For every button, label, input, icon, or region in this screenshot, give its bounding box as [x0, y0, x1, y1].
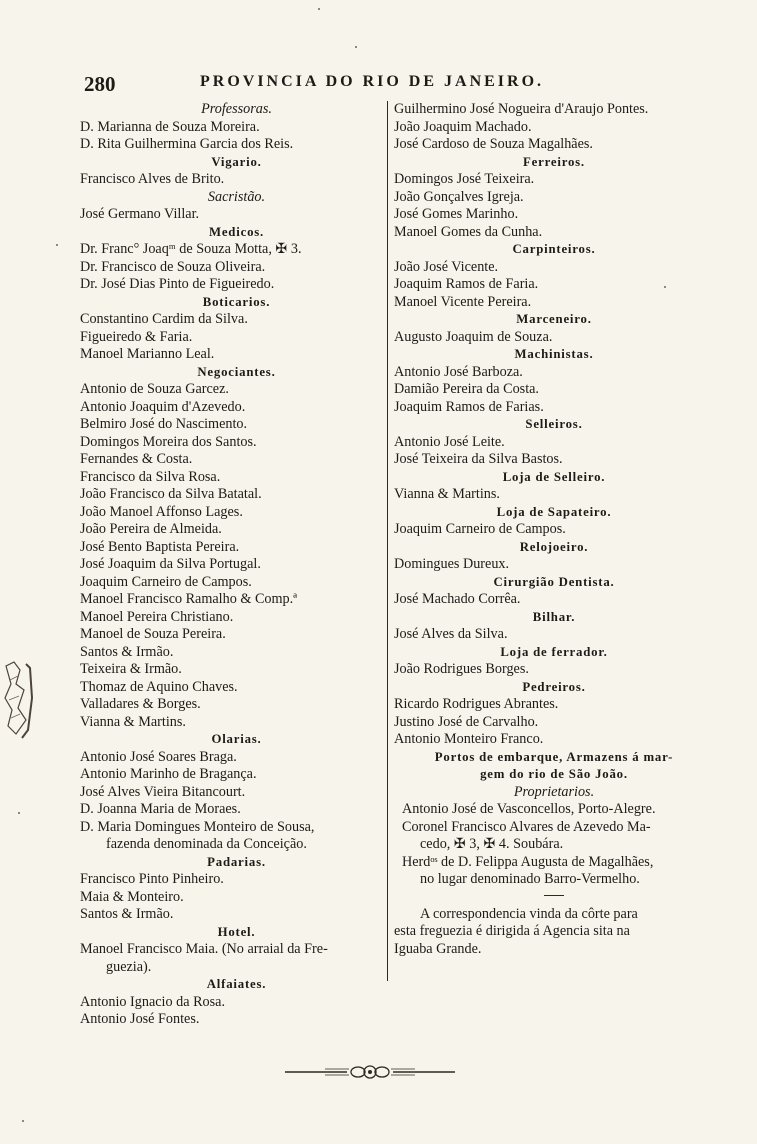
section-heading: Cirurgião Dentista.: [493, 574, 615, 589]
directory-entry: Manoel Marianno Leal.: [80, 346, 215, 362]
section-heading: Portos de embarque, Armazens á mar-: [434, 749, 674, 764]
directory-entry: Domingues Dureux.: [394, 556, 510, 572]
directory-entry: Maia & Monteiro.: [80, 888, 184, 905]
directory-entry: Dr. Franc° Joaqᵐ de Souza Motta, ✠ 3.: [80, 241, 302, 257]
entry-continuation: no lugar denominado Barro-Vermelho.: [420, 871, 640, 887]
directory-entry: Ricardo Rodrigues Abrantes.: [394, 696, 559, 712]
entry-continuation: A correspondencia vinda da côrte para: [420, 905, 638, 922]
entry-continuation: fazenda denominada da Conceição.: [106, 836, 307, 852]
directory-entry: Justino José de Carvalho.: [394, 713, 539, 730]
directory-entry: Damião Pereira da Costa.: [394, 381, 539, 397]
page-number: 280: [84, 72, 116, 96]
directory-entry: D. Joanna Maria de Moraes.: [80, 801, 241, 817]
directory-entry: Manoel Francisco Ramalho & Comp.ª: [80, 591, 298, 607]
print-speck: [22, 1120, 24, 1122]
entry-continuation: cedo, ✠ 3, ✠ 4. Soubára.: [420, 836, 564, 852]
directory-entry: Joaquim Ramos de Faria.: [394, 276, 539, 292]
section-heading: Vigario.: [211, 154, 262, 169]
directory-entry: Vianna & Martins.: [394, 486, 500, 502]
section-heading: Boticarios.: [202, 294, 271, 309]
directory-entry: José Teixeira da Silva Bastos.: [394, 451, 563, 467]
directory-entry: Antonio José Fontes.: [80, 1011, 200, 1027]
subsection-heading: Proprietarios.: [513, 783, 595, 800]
directory-entry: Manoel de Souza Pereira.: [80, 626, 226, 642]
directory-entry: Joaquim Carneiro de Campos.: [394, 521, 566, 537]
short-rule: [544, 895, 564, 896]
directory-entry: Antonio Marinho de Bragança.: [80, 766, 257, 782]
directory-entry: D. Rita Guilhermina Garcia dos Reis.: [80, 136, 294, 152]
section-heading: Relojoeiro.: [519, 539, 589, 554]
directory-entry: D. Marianna de Souza Moreira.: [80, 118, 260, 135]
directory-entry: Antonio de Souza Garcez.: [80, 381, 229, 397]
directory-entry: Vianna & Martins.: [80, 713, 186, 730]
directory-entry: Constantino Cardim da Silva.: [80, 311, 248, 327]
directory-entry: João Rodrigues Borges.: [394, 661, 529, 677]
directory-entry: Teixeira & Irmão.: [80, 661, 182, 677]
directory-entry: Antonio José Barboza.: [394, 363, 523, 380]
directory-entry: João Manoel Affonso Lages.: [80, 503, 243, 520]
directory-entry: José Machado Corrêa.: [394, 591, 521, 607]
section-heading: Loja de ferrador.: [500, 644, 608, 659]
section-heading: Padarias.: [207, 854, 266, 869]
directory-entry: Figueiredo & Faria.: [80, 328, 193, 345]
left-column: [80, 101, 393, 1029]
directory-entry: Joaquim Carneiro de Campos.: [80, 573, 252, 590]
section-heading: gem do rio de São João.: [480, 767, 628, 781]
section-heading: Machinistas.: [514, 347, 594, 361]
directory-entry: Antonio José de Vasconcellos, Porto-Alegre.: [402, 801, 656, 817]
section-heading: Pedreiros.: [522, 679, 586, 694]
directory-entry: Francisco Alves de Brito.: [80, 171, 225, 187]
directory-entry: Francisco da Silva Rosa.: [80, 468, 221, 485]
column-divider: [387, 101, 388, 981]
directory-entry: João Joaquim Machado.: [394, 118, 532, 135]
print-speck: [18, 812, 20, 814]
ornament-rule: [285, 1062, 455, 1082]
directory-entry: Coronel Francisco Alvares de Azevedo Ma-: [402, 818, 651, 835]
directory-entry: João Francisco da Silva Batatal.: [80, 486, 262, 502]
section-heading: Hotel.: [217, 924, 256, 939]
directory-entry: Francisco Pinto Pinheiro.: [80, 871, 224, 887]
section-heading: Ferreiros.: [523, 154, 585, 169]
directory-entry: José Alves da Silva.: [394, 626, 508, 642]
section-heading: Negociantes.: [197, 364, 276, 379]
section-heading: Carpinteiros.: [512, 242, 596, 256]
directory-entry: D. Maria Domingues Monteiro de Sousa,: [80, 818, 315, 835]
page-tab-mark: [2, 660, 36, 740]
subsection-heading: Professoras.: [201, 101, 272, 117]
section-heading: Olarias.: [211, 732, 262, 746]
directory-entry: Iguaba Grande.: [394, 940, 482, 957]
directory-entry: Santos & Irmão.: [80, 906, 174, 922]
directory-entry: Belmiro José do Nascimento.: [80, 416, 248, 432]
directory-entry: Manoel Pereira Christiano.: [80, 608, 234, 625]
directory-entry: Antonio José Soares Braga.: [80, 748, 237, 765]
section-heading: Medicos.: [208, 224, 265, 239]
directory-entry: Antonio Ignacio da Rosa.: [80, 993, 225, 1010]
directory-entry: Antonio José Leite.: [394, 433, 505, 450]
directory-entry: João Pereira de Almeida.: [80, 521, 222, 537]
section-heading: Marceneiro.: [516, 312, 592, 326]
directory-entry: Herdᵒˢ de D. Felippa Augusta de Magalhães,: [402, 853, 654, 870]
directory-entry: Antonio Monteiro Franco.: [394, 731, 544, 747]
directory-entry: Domingos José Teixeira.: [394, 171, 535, 187]
print-speck: [664, 286, 666, 288]
directory-entry: Valladares & Borges.: [80, 696, 201, 712]
directory-entry: Thomaz de Aquino Chaves.: [80, 678, 238, 695]
directory-entry: Dr. Francisco de Souza Oliveira.: [80, 258, 266, 275]
directory-entry: Guilhermino José Nogueira d'Araujo Pontes.: [394, 101, 649, 117]
entry-continuation: guezia).: [106, 958, 152, 975]
print-speck: [318, 8, 320, 10]
print-speck: [56, 244, 58, 246]
directory-entry: Domingos Moreira dos Santos.: [80, 433, 257, 450]
directory-entry: Manoel Francisco Maia. (No arraial da Fre-: [80, 941, 328, 957]
section-heading: Bilhar.: [532, 609, 576, 624]
directory-entry: Manoel Gomes da Cunha.: [394, 223, 543, 240]
directory-entry: José Bento Baptista Pereira.: [80, 538, 240, 555]
directory-entry: José Gomes Marinho.: [394, 206, 519, 222]
directory-entry: Joaquim Ramos de Farias.: [394, 398, 544, 415]
section-heading: Loja de Selleiro.: [502, 469, 606, 484]
directory-entry: esta freguezia é dirigida á Agencia sita na: [394, 923, 630, 940]
subsection-heading: Sacristão.: [207, 188, 266, 205]
directory-entry: João José Vicente.: [394, 258, 499, 275]
right-column: [394, 101, 714, 958]
directory-entry: Dr. José Dias Pinto de Figueiredo.: [80, 276, 275, 292]
directory-entry: José Joaquim da Silva Portugal.: [80, 556, 261, 572]
directory-entry: Santos & Irmão.: [80, 643, 174, 660]
directory-entry: Augusto Joaquim de Souza.: [394, 328, 553, 345]
section-heading: Alfaiates.: [206, 977, 267, 991]
section-heading: Selleiros.: [525, 417, 583, 431]
directory-entry: Fernandes & Costa.: [80, 451, 193, 467]
directory-entry: José Alves Vieira Bitancourt.: [80, 783, 246, 800]
print-speck: [355, 46, 357, 48]
running-title: PROVINCIA DO RIO DE JANEIRO.: [200, 73, 545, 90]
directory-entry: José Cardoso de Souza Magalhães.: [394, 136, 593, 152]
directory-entry: Manoel Vicente Pereira.: [394, 293, 532, 310]
directory-entry: José Germano Villar.: [80, 206, 200, 222]
directory-entry: João Gonçalves Igreja.: [394, 188, 524, 205]
section-heading: Loja de Sapateiro.: [496, 504, 612, 519]
directory-entry: Antonio Joaquim d'Azevedo.: [80, 398, 246, 415]
